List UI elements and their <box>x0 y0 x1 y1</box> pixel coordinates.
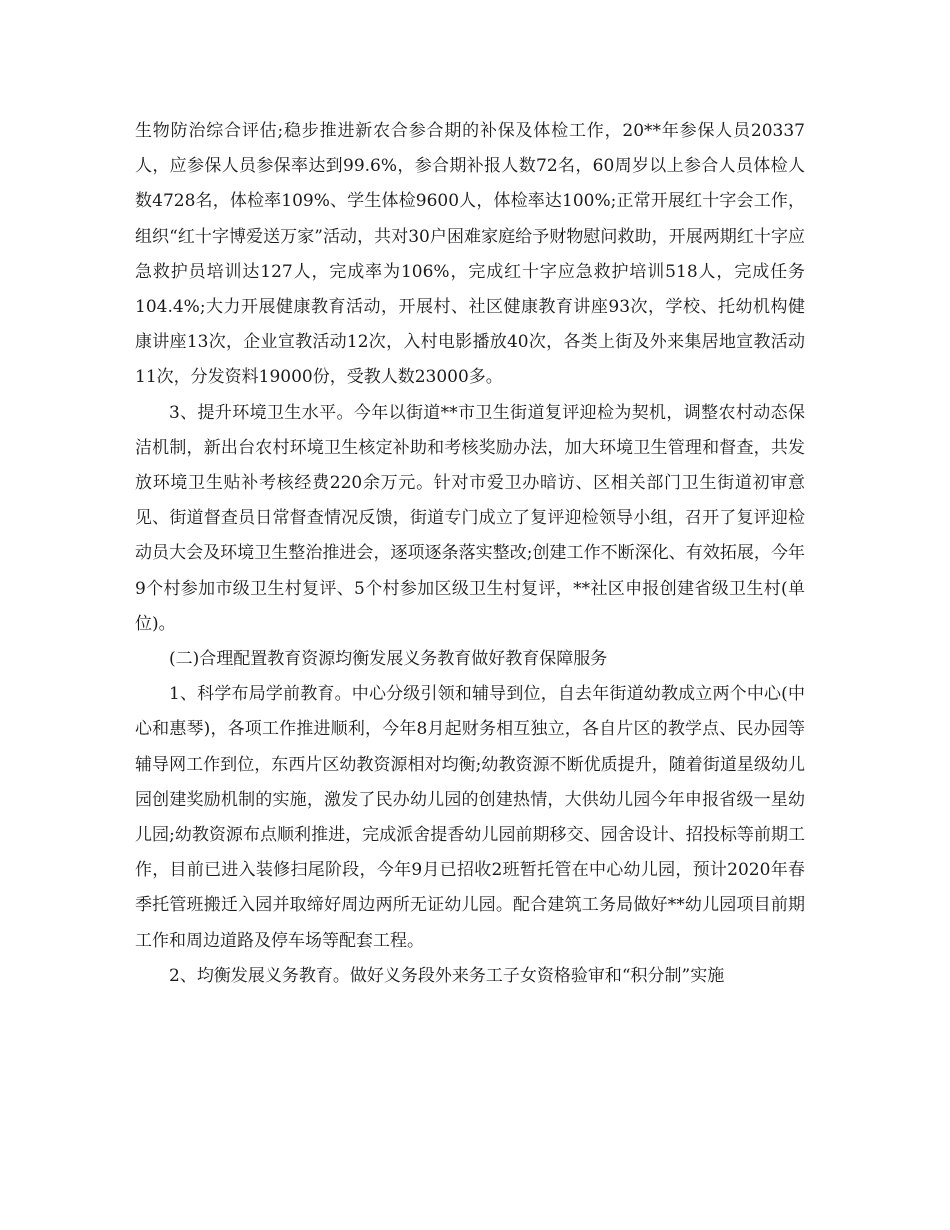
paragraph-environment-hygiene: 3、提升环境卫生水平。今年以街道**市卫生街道复评迎检为契机，调整农村动态保洁机制，新出台农村环境卫生核定补助和考核奖励办法，加大环境卫生管理和督查，共发放环境卫生贴补考核经费220余万元。针对市爱卫办暗访、区相关部门卫生街道初审意见、街道督查员日常督查情况反馈，街道专门成立了复评迎检领导小组，召开了复评迎检动员大会及环境卫生整治推进会，逐项逐条落实整改;创建工作不断深化、有效拓展，今年9个村参加市级卫生村复评、5个村参加区级卫生村复评，**社区申报创建省级卫生村(单位)。 <box>135 402 805 634</box>
document-body <box>135 114 805 994</box>
section-heading-education: (二)合理配置教育资源均衡发展义务教育做好教育保障服务 <box>169 649 608 670</box>
paragraph-health-work-continued: 生物防治综合评估;稳步推进新农合参合期的补保及体检工作，20**年参保人员20337人，应参保人员参保率达到99.6%，参合期补报人数72名，60周岁以上参合人员体检人数4728名，体检率109%、学生体检9600人，体检率达100%;正常开展红十字会工作，组织“红十字博爱送万家”活动，共对30户困难家庭给予财物慰问救助，开展两期红十字应急救护员培训达127人，完成率为106%，完成红十字应急救护培训518人，完成任务104.4%;大力开展健康教育活动，开展村、社区健康教育讲座93次，学校、托幼机构健康讲座13次，企业宣教活动12次，入村电影播放40次，各类上街及外来集居地宣教活动11次，分发资料19000份，受教人数23000多。 <box>135 121 805 388</box>
paragraph-compulsory-education: 2、均衡发展义务教育。做好义务段外来务工子女资格验审和“积分制”实施 <box>169 965 725 986</box>
paragraph-preschool-education: 1、科学布局学前教育。中心分级引领和辅导到位，自去年街道幼教成立两个中心(中心和惠琴)，各项工作推进顺利，今年8月起财务相互独立，各自片区的教学点、民办园等辅导网工作到位，东西片区幼教资源相对均衡;幼教资源不断优质提升，随着街道星级幼儿园创建奖励机制的实施，激发了民办幼儿园的创建热情，大供幼儿园今年申报省级一星幼儿园;幼教资源布点顺利推进，完成派舍提香幼儿园前期移交、园舍设计、招投标等前期工作，目前已进入装修扫尾阶段，今年9月已招收2班暂托管在中心幼儿园，预计2020年春季托管班搬迁入园并取缔好周边两所无证幼儿园。配合建筑工务局做好**幼儿园项目前期工作和周边道路及停车场等配套工程。 <box>135 684 805 951</box>
